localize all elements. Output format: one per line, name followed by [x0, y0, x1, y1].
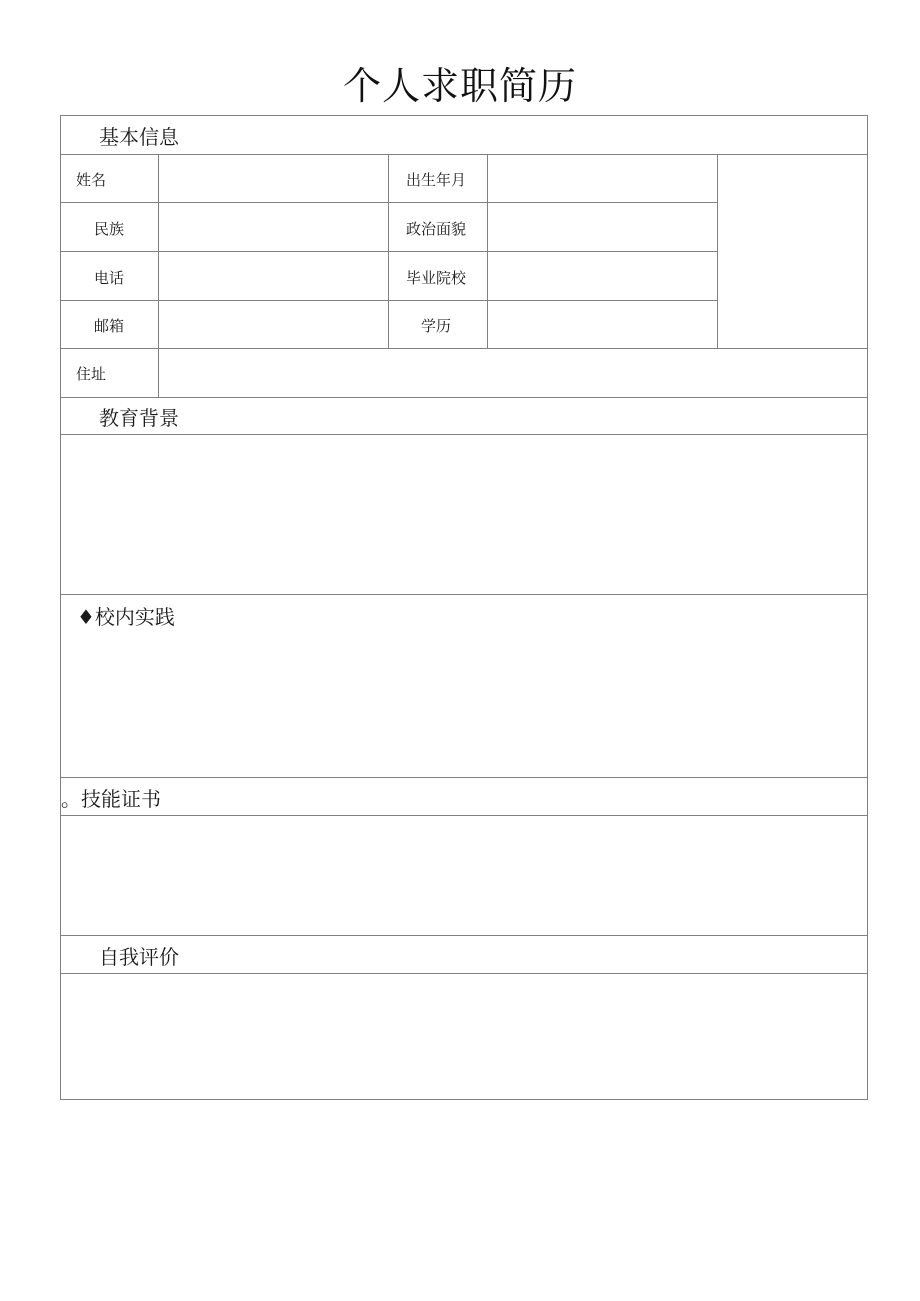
divider [61, 777, 867, 778]
name-field[interactable] [159, 155, 387, 201]
section-title-self-evaluation: 自我评价 [99, 945, 179, 969]
section-title-skills: 。技能证书 [61, 787, 161, 811]
photo-box[interactable] [718, 155, 867, 347]
email-field[interactable] [159, 301, 387, 347]
label-name: 姓名 [76, 171, 107, 189]
degree-field[interactable] [488, 301, 716, 347]
address-field[interactable] [159, 349, 867, 396]
education-content-area[interactable] [61, 435, 867, 593]
resume-form [60, 115, 868, 1100]
section-title-campus-practice: ♦校内实践 [77, 605, 175, 629]
divider [61, 935, 867, 936]
label-address: 住址 [76, 365, 107, 383]
label-school: 毕业院校 [406, 269, 467, 287]
divider [61, 397, 867, 398]
label-birth-date: 出生年月 [406, 171, 467, 189]
label-email: 邮箱 [94, 317, 125, 335]
section-title-basic-info: 基本信息 [99, 125, 179, 149]
skills-content-area[interactable] [61, 816, 867, 934]
label-degree: 学历 [421, 317, 452, 335]
label-ethnicity: 民族 [94, 220, 125, 238]
school-field[interactable] [488, 252, 716, 299]
self-evaluation-content-area[interactable] [61, 974, 867, 1099]
birth-date-field[interactable] [488, 155, 716, 201]
phone-field[interactable] [159, 252, 387, 299]
political-status-field[interactable] [488, 203, 716, 250]
ethnicity-field[interactable] [159, 203, 387, 250]
label-political-status: 政治面貌 [406, 220, 467, 238]
campus-practice-content-area[interactable] [61, 632, 867, 776]
divider [61, 594, 867, 595]
divider [388, 154, 389, 348]
section-title-education: 教育背景 [99, 406, 179, 430]
page-title: 个人求职简历 [342, 64, 577, 108]
label-phone: 电话 [94, 269, 125, 287]
